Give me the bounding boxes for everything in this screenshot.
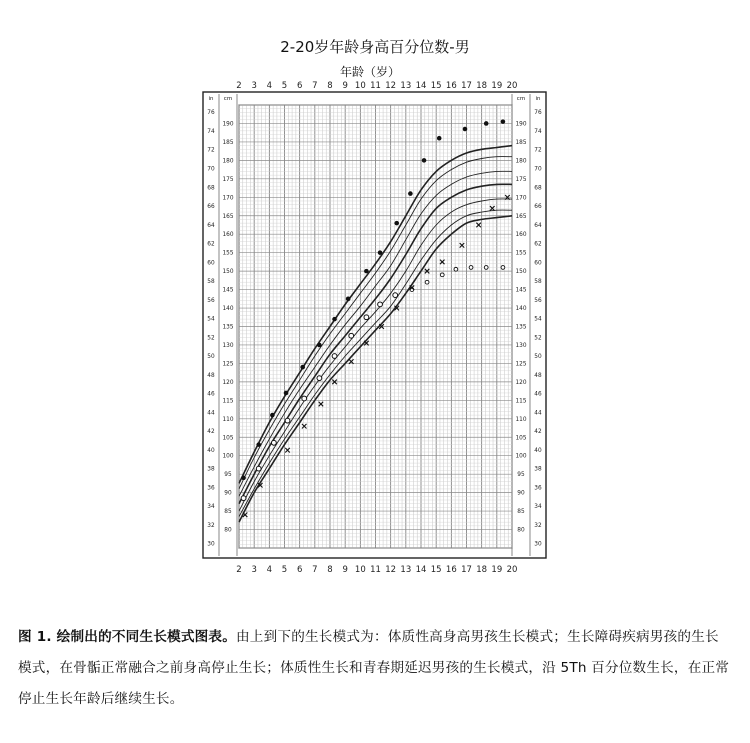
y-cm-tick-label-left: 155 [222, 250, 234, 257]
x-tick-label-bottom: 4 [266, 565, 273, 575]
x-tick-label-top: 15 [430, 81, 442, 91]
y-in-tick-label-right: 58 [534, 279, 542, 286]
y-in-tick-label-left: 68 [207, 185, 215, 192]
data-point-tall-boy [394, 221, 399, 226]
chart-grid [239, 105, 512, 548]
y-in-tick-label-right: 74 [534, 128, 542, 135]
data-point-growth-disorder [393, 293, 398, 298]
data-point-tall-boy [241, 476, 246, 481]
y-in-tick-label-left: 44 [207, 410, 215, 417]
data-point-tall-boy [284, 391, 289, 396]
y-in-tick-label-left: 54 [207, 316, 215, 323]
y-cm-tick-label-left: 140 [222, 306, 234, 313]
data-point-growth-disorder [317, 376, 322, 381]
chart-title: 2-20岁年龄身高百分位数-男 [280, 38, 470, 56]
y-cm-tick-label-right: 125 [515, 361, 527, 368]
y-cm-tick-label-left: 90 [224, 490, 232, 497]
y-cm-tick-label-left: 135 [222, 324, 234, 331]
x-tick-label-top: 2 [236, 81, 242, 91]
y-in-tick-label-left: 66 [207, 204, 215, 211]
y-in-tick-label-left: 52 [207, 335, 215, 342]
y-in-tick-label-right: 54 [534, 316, 542, 323]
x-tick-label-bottom: 11 [370, 565, 381, 575]
data-point-tall-boy [300, 365, 305, 370]
y-cm-tick-label-right: 150 [515, 269, 527, 276]
data-point-tall-boy [463, 127, 468, 132]
y-in-tick-label-left: 64 [207, 222, 215, 229]
y-in-tick-label-left: 42 [207, 429, 215, 436]
x-tick-label-top: 16 [445, 81, 457, 91]
in-unit-right: in [535, 96, 541, 102]
y-in-tick-label-left: 34 [207, 504, 215, 511]
y-in-tick-label-left: 30 [207, 541, 215, 548]
data-point-tall-boy [437, 136, 442, 141]
y-cm-tick-label-left: 120 [222, 379, 234, 386]
y-cm-tick-label-right: 90 [517, 490, 525, 497]
data-point-growth-disorder [271, 440, 276, 445]
x-tick-label-top: 6 [296, 81, 303, 91]
y-cm-tick-label-right: 85 [517, 509, 525, 516]
x-tick-label-bottom: 13 [400, 565, 412, 575]
y-cm-tick-label-right: 115 [515, 398, 527, 405]
y-in-tick-label-left: 46 [207, 391, 215, 398]
y-in-tick-label-left: 36 [207, 485, 215, 492]
y-in-tick-label-right: 50 [534, 354, 542, 361]
y-cm-tick-label-left: 175 [222, 176, 234, 183]
data-point-growth-stopped [469, 266, 473, 270]
y-cm-tick-label-left: 185 [222, 139, 234, 146]
x-tick-label-top: 18 [476, 81, 488, 91]
y-in-tick-label-right: 64 [534, 222, 542, 229]
x-tick-label-top: 19 [491, 81, 503, 91]
y-in-tick-label-right: 72 [534, 147, 542, 154]
y-in-tick-label-left: 74 [207, 128, 215, 135]
caption-label: 图 1. [18, 629, 52, 645]
data-point-tall-boy [332, 317, 337, 322]
y-in-tick-label-left: 38 [207, 466, 215, 473]
y-cm-tick-label-right: 170 [515, 195, 527, 202]
y-cm-tick-label-right: 160 [515, 232, 527, 239]
data-point-growth-stopped [454, 267, 458, 271]
x-tick-label-top: 14 [415, 81, 427, 91]
x-tick-label-top: 20 [506, 81, 518, 91]
x-tick-label-bottom: 2 [236, 565, 242, 575]
x-tick-label-top: 12 [385, 81, 397, 91]
y-in-tick-label-right: 48 [534, 372, 542, 379]
y-in-tick-label-right: 68 [534, 185, 542, 192]
data-point-growth-disorder [332, 354, 337, 359]
y-in-tick-label-left: 62 [207, 241, 215, 248]
y-cm-tick-label-right: 130 [515, 342, 527, 349]
y-in-tick-label-left: 58 [207, 279, 215, 286]
y-in-tick-label-right: 60 [534, 260, 542, 267]
y-in-tick-label-right: 36 [534, 485, 542, 492]
x-tick-label-top: 17 [461, 81, 472, 91]
x-tick-label-bottom: 14 [415, 565, 427, 575]
data-point-growth-disorder [285, 418, 290, 423]
data-point-tall-boy [378, 250, 383, 255]
y-in-tick-label-right: 56 [534, 297, 542, 304]
x-tick-label-bottom: 15 [430, 565, 442, 575]
y-cm-tick-label-right: 140 [515, 306, 527, 313]
y-cm-tick-label-left: 100 [222, 453, 234, 460]
cm-unit-left: cm [223, 96, 233, 102]
y-cm-tick-label-left: 105 [222, 435, 234, 442]
y-in-tick-label-right: 70 [534, 166, 542, 173]
x-tick-label-top: 3 [251, 81, 257, 91]
y-in-tick-label-left: 60 [207, 260, 215, 267]
y-cm-tick-label-right: 135 [515, 324, 527, 331]
x-tick-label-bottom: 6 [296, 565, 303, 575]
y-cm-tick-label-left: 165 [222, 213, 234, 220]
x-tick-label-bottom: 9 [342, 565, 348, 575]
data-point-tall-boy [317, 343, 322, 348]
data-point-growth-disorder [349, 333, 354, 338]
data-point-growth-disorder [364, 315, 369, 320]
y-cm-tick-label-left: 180 [222, 158, 234, 165]
x-tick-label-top: 11 [370, 81, 381, 91]
figure-caption [18, 622, 730, 715]
y-cm-tick-label-left: 130 [222, 342, 234, 349]
y-in-tick-label-right: 32 [534, 522, 542, 529]
data-point-growth-stopped [501, 266, 505, 270]
y-cm-tick-label-left: 110 [222, 416, 234, 423]
y-in-tick-label-left: 56 [207, 297, 215, 304]
x-axis-label: 年龄（岁） [339, 65, 401, 79]
data-point-growth-stopped [484, 266, 488, 270]
data-point-tall-boy [422, 158, 427, 163]
y-cm-tick-label-right: 95 [517, 472, 525, 479]
data-point-tall-boy [346, 297, 351, 302]
y-cm-tick-label-left: 160 [222, 232, 234, 239]
x-tick-label-top: 8 [327, 81, 333, 91]
y-cm-tick-label-right: 190 [515, 121, 527, 128]
data-point-tall-boy [408, 191, 413, 196]
caption-bold-text: 绘制出的不同生长模式图表。 [51, 629, 237, 645]
x-tick-label-top: 5 [281, 81, 288, 91]
x-tick-label-bottom: 12 [385, 565, 397, 575]
data-point-tall-boy [484, 121, 489, 126]
x-tick-label-bottom: 3 [251, 565, 257, 575]
y-cm-tick-label-right: 105 [515, 435, 527, 442]
y-in-tick-label-right: 66 [534, 204, 542, 211]
y-cm-tick-label-right: 155 [515, 250, 527, 257]
y-in-tick-label-left: 76 [207, 110, 215, 117]
y-cm-tick-label-left: 85 [224, 509, 232, 516]
data-point-tall-boy [501, 119, 506, 124]
x-tick-label-top: 4 [266, 81, 273, 91]
y-cm-tick-label-right: 180 [515, 158, 527, 165]
y-in-tick-label-left: 70 [207, 166, 215, 173]
data-point-growth-disorder [241, 496, 246, 501]
data-point-growth-disorder [378, 302, 383, 307]
x-tick-label-top: 13 [400, 81, 412, 91]
in-unit-left: in [208, 96, 214, 102]
y-in-tick-label-right: 62 [534, 241, 542, 248]
y-in-tick-label-left: 50 [207, 354, 215, 361]
y-cm-tick-label-left: 190 [222, 121, 234, 128]
y-cm-tick-label-left: 115 [222, 398, 234, 405]
x-tick-label-bottom: 7 [312, 565, 318, 575]
y-in-tick-label-right: 40 [534, 447, 542, 454]
data-point-tall-boy [364, 269, 369, 274]
y-in-tick-label-right: 76 [534, 110, 542, 117]
data-point-growth-stopped [440, 273, 444, 277]
y-cm-tick-label-right: 185 [515, 139, 527, 146]
y-cm-tick-label-left: 125 [222, 361, 234, 368]
y-in-tick-label-right: 34 [534, 504, 542, 511]
y-in-tick-label-left: 48 [207, 372, 215, 379]
y-in-tick-label-right: 44 [534, 410, 542, 417]
y-cm-tick-label-right: 120 [515, 379, 527, 386]
y-in-tick-label-right: 42 [534, 429, 542, 436]
data-point-growth-stopped [425, 280, 429, 284]
y-in-tick-label-left: 32 [207, 522, 215, 529]
data-point-tall-boy [256, 442, 261, 447]
y-cm-tick-label-right: 145 [515, 287, 527, 294]
y-cm-tick-label-left: 150 [222, 269, 234, 276]
y-cm-tick-label-right: 110 [515, 416, 527, 423]
x-tick-label-bottom: 18 [476, 565, 488, 575]
y-in-tick-label-right: 46 [534, 391, 542, 398]
caption-text: 由上到下的生长模式为：体质性高身高男孩生长模式；生长障碍疾病男孩的生长模式，在骨骺正常融合之前身高停止生长；体质性生长和青春期延迟男孩的生长模式，沿 5Th 百分位数生长，在正常停止生长年龄后继续生长。 [18, 629, 730, 707]
data-point-growth-disorder [256, 466, 261, 471]
y-in-tick-label-left: 40 [207, 447, 215, 454]
x-tick-label-bottom: 17 [461, 565, 472, 575]
y-cm-tick-label-right: 80 [517, 527, 525, 534]
x-tick-label-bottom: 19 [491, 565, 503, 575]
x-tick-label-bottom: 16 [445, 565, 457, 575]
data-point-tall-boy [270, 413, 275, 418]
x-tick-label-bottom: 20 [506, 565, 518, 575]
y-in-tick-label-right: 52 [534, 335, 542, 342]
y-cm-tick-label-right: 175 [515, 176, 527, 183]
y-cm-tick-label-left: 95 [224, 472, 232, 479]
x-tick-label-bottom: 8 [327, 565, 333, 575]
x-tick-label-bottom: 5 [281, 565, 288, 575]
y-cm-tick-label-right: 100 [515, 453, 527, 460]
y-in-tick-label-left: 72 [207, 147, 215, 154]
y-cm-tick-label-left: 145 [222, 287, 234, 294]
y-cm-tick-label-left: 80 [224, 527, 232, 534]
y-cm-tick-label-left: 170 [222, 195, 234, 202]
x-tick-label-top: 9 [342, 81, 348, 91]
x-tick-label-bottom: 10 [354, 565, 366, 575]
x-tick-label-top: 10 [354, 81, 366, 91]
cm-unit-right: cm [516, 96, 526, 102]
data-point-growth-disorder [302, 396, 307, 401]
y-in-tick-label-right: 38 [534, 466, 542, 473]
y-cm-tick-label-right: 165 [515, 213, 527, 220]
x-tick-label-top: 7 [312, 81, 318, 91]
y-in-tick-label-right: 30 [534, 541, 542, 548]
